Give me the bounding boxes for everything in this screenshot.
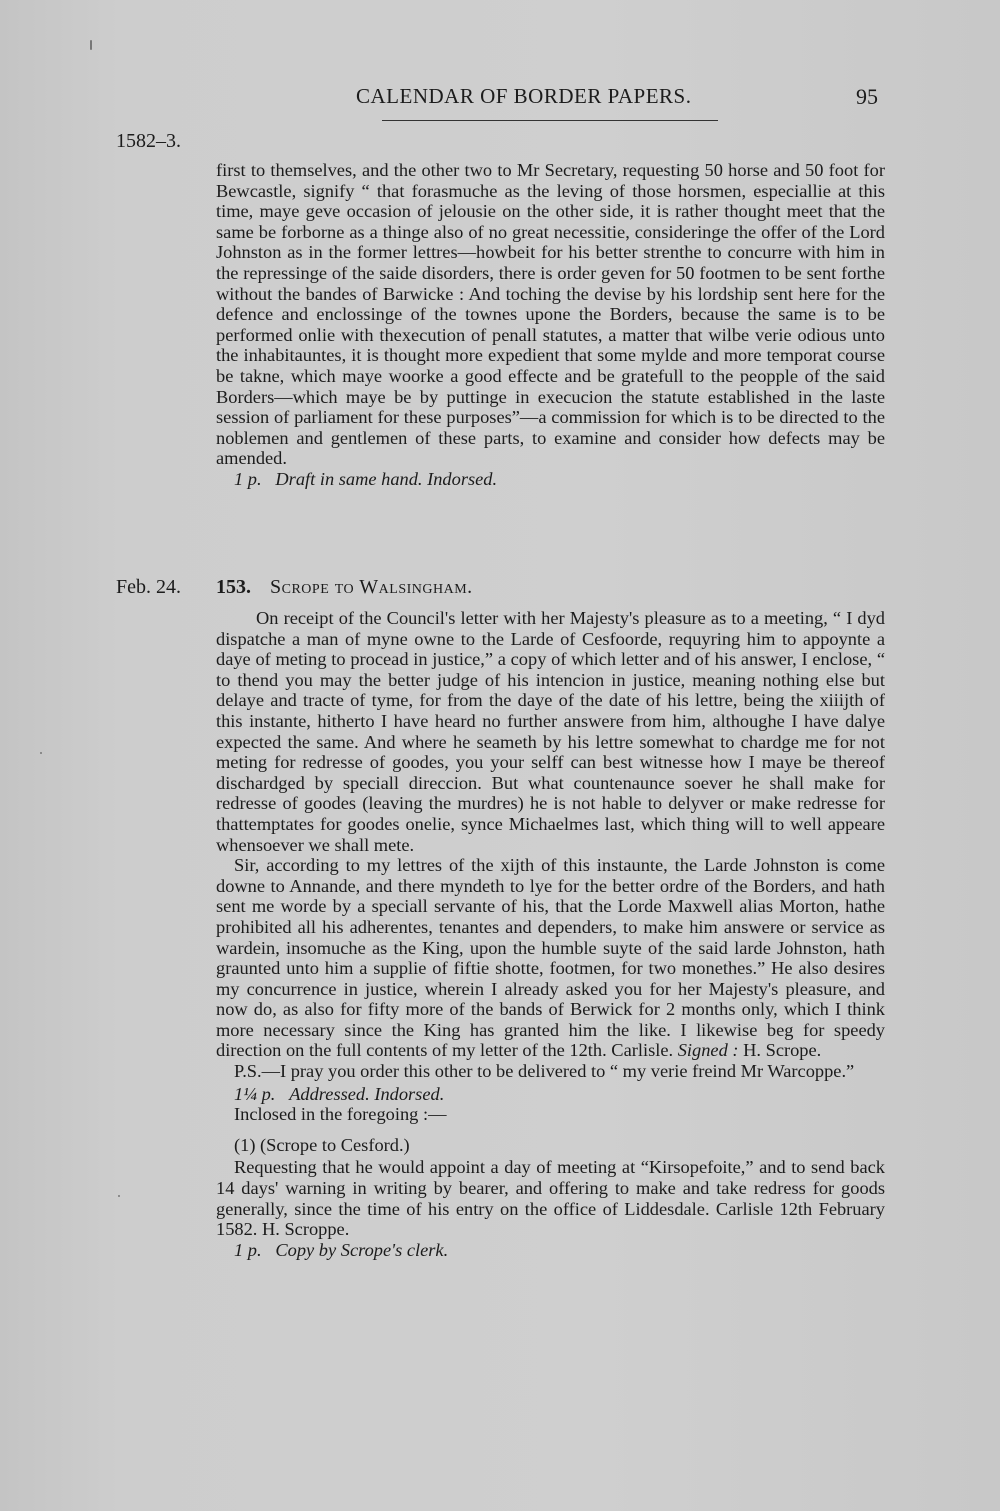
- note-description: Addressed. Indorsed.: [289, 1083, 445, 1104]
- continued-paragraph: [216, 160, 885, 490]
- margin-date: Feb. 24.: [116, 576, 181, 598]
- header-rule: [382, 120, 718, 121]
- scan-speck: [118, 1195, 120, 1197]
- note-pages: 1 p.: [234, 468, 262, 489]
- document-note: [216, 1240, 885, 1261]
- scan-speck: [40, 752, 42, 754]
- margin-year: 1582–3.: [116, 130, 181, 152]
- inclosure-heading: (1) (Scrope to Cesford.): [234, 1134, 410, 1155]
- entry-title: Scrope to Walsingham.: [270, 576, 473, 598]
- document-note: [216, 469, 885, 490]
- paragraph-text: first to themselves, and the other two to Mr Secretary, requesting 50 horse and 50 foot for Bewcastle, signify “ that forasmuche as the leving of those horsmen, especiallie at this time, maye geve occasion of jelousie on the other side, it is rather thought meet that the same be forborne as a thinge also of no great necessitie, consideringe the offer of the Lord Johnston as in the former lettres—howbeit for his better strenthe to concurre with him in the repressinge of the saide disorders, there is order geven for 50 footmen to be sent forthe without the bandes of Barwicke : And toching the devise by his lordship sent here for the defence and enclossinge of the townes upone the Borders, because the same is to be performed onlie with thexecution of penall statutes, a matter that wilbe verie odious unto the inhabitauntes, it is thought more expedient that some mylde and more temporat course be takne, which maye woorke a good effecte and be gratefull to the peopple of the said Borders—which maye be by puttinge in execucion the statute established in the laste session of parliament for these purposes”—a commission for which is to be directed to the noblemen and gentlemen of these parts, to examine and consider how defects may be amended.: [216, 160, 885, 469]
- signature: H. Scrope.: [743, 1040, 822, 1061]
- entry-heading: [216, 576, 473, 599]
- note-description: Copy by Scrope's clerk.: [275, 1239, 449, 1260]
- document-note: [216, 1084, 885, 1105]
- paragraph-text: Sir, according to my lettres of the xijth of this instaunte, the Larde Johnston is come downe to Annande, and there myndeth to lye for the better ordre of the Borders, and hath sent me worde by a speciall servante of his, that the Lorde Maxwell alias Morton, hathe prohibited all his adherentes, tenantes and dependers, to make him answere or service as wardein, insomuche as the King, upon the humble suyte of the said larde Johnston, hath graunted unto him a supplie of fiftie shotte, footmen, for two monethes.” He also desires my concurrence in justice, wherein I already asked you for her Majesty's pleasure, and now do, as also for fifty more of the bands of Berwick for 2 months only, which I think more necessary since the King has granted him the like. I likewise beg for speedy direction on the full contents of my letter of the 12th. Carlisle.: [216, 855, 885, 1061]
- entry-paragraph: On receipt of the Council's letter with her Majesty's pleasure as to a meeting, “ I dyd dispatche a man of myne owne to the Larde of Cesfoorde, requyring him to appoynte a daye of meting to procead in justice,” a copy of which letter and of his answer, I enclose, “ to thend you may the better judge of his intencion in justice, meaning nothing else but delaye and tracte of tyme, for from the daye of the date of his lettre, being the xiiijth of this instante, hitherto I have heard no further answere from him, althoughe I have dalye expected the same. And where he seameth by his lettre somewhat to chardge me for not meting for redresse of goodes, you your selff can best witnesse how I maye be thereof dischardged by speciall direccion. But what countenaunce soever he shall make for redresse of goodes (leaving the murdres) he is not hable to delyver or make redresse for thattemptates for goodes onelie, synce Michaelmes last, which thing will to well appeare whensoever we shall mete.: [216, 608, 885, 855]
- running-header: CALENDAR OF BORDER PAPERS.: [356, 84, 692, 108]
- note-pages: 1¼ p.: [234, 1083, 276, 1104]
- inclosure-text: Requesting that he would appoint a day of meeting at “Kirsopefoite,” and to send back 14 days' warning in writing by bearer, and offering to make and take redress for goods generally, since the time of his entry on the office of Liddesdale. Carlisle 12th February 1582. H. Scroppe.: [216, 1157, 885, 1240]
- signed-label: Signed :: [677, 1040, 739, 1061]
- inclosure-label: Inclosed in the foregoing :—: [234, 1104, 447, 1125]
- entry-paragraph: [216, 855, 885, 1061]
- entry-number: 153.: [216, 576, 251, 598]
- note-pages: 1 p.: [234, 1239, 262, 1260]
- page-number: 95: [856, 84, 878, 109]
- postscript: P.S.—I pray you order this other to be delivered to “ my verie freind Mr Warcoppe.”: [234, 1061, 855, 1082]
- scan-speck: [90, 40, 92, 50]
- entry-body: [216, 608, 885, 1260]
- note-description: Draft in same hand. Indorsed.: [275, 468, 498, 489]
